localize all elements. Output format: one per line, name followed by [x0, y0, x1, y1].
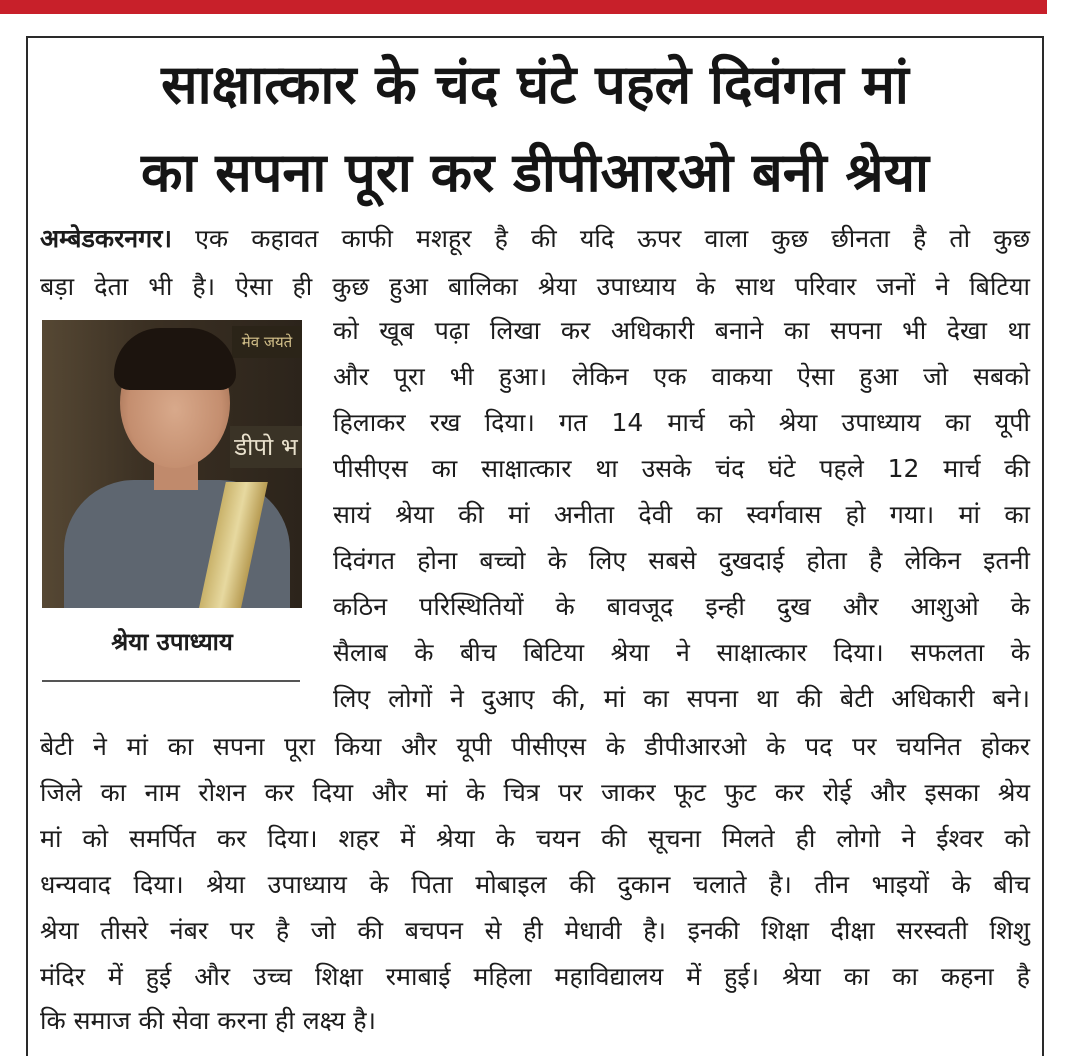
body-line-6: पीसीएस का साक्षात्कार था उसके चंद घंटे पहले 12 मार्च की — [333, 454, 1030, 483]
body-line-18: कि समाज की सेवा करना ही लक्ष्य है। — [40, 1006, 376, 1035]
body-line-5: हिलाकर रख दिया। गत 14 मार्च को श्रेया उपाध्याय का यूपी — [333, 408, 1030, 437]
body-line-17: मंदिर में हुई और उच्च शिक्षा रमाबाई महिला महाविद्यालय में हुई। श्रेया का का कहना है — [40, 962, 1030, 991]
body-line-8: दिवंगत होना बच्चो के लिए सबसे दुखदाई होता है लेकिन इतनी — [333, 546, 1030, 575]
photo-caption: श्रेया उपाध्याय — [111, 628, 233, 656]
caption-rule — [42, 680, 300, 682]
headline-line-1: साक्षात्कार के चंद घंटे पहले दिवंगत मां — [161, 53, 909, 116]
body-line-3: को खूब पढ़ा लिखा कर अधिकारी बनाने का सपना भी देखा था — [333, 316, 1030, 345]
body-line-9: कठिन परिस्थितियों के बावजूद इन्ही दुख और आशुओ के — [333, 592, 1030, 621]
dateline: अम्बेडकरनगर। — [40, 224, 172, 253]
body-line-1-text: एक कहावत काफी मशहूर है की यदि ऊपर वाला कुछ छीनता है तो कुछ — [171, 224, 1030, 253]
body-line-13: जिले का नाम रोशन कर दिया और मां के चित्र पर जाकर फूट फुट कर रोई और इसका श्रेय — [40, 778, 1030, 807]
body-line-1 — [40, 222, 1030, 256]
body-line-2: बड़ा देता भी है। ऐसा ही कुछ हुआ बालिका श्रेया उपाध्याय के साथ परिवार जनों ने बिटिया — [40, 272, 1030, 301]
body-line-7: सायं श्रेया की मां अनीता देवी का स्वर्गवास हो गया। मां का — [333, 500, 1030, 529]
body-line-12: बेटी ने मां का सपना पूरा किया और यूपी पीसीएस के डीपीआरओ के पद पर चयनित होकर — [40, 732, 1030, 761]
body-line-10: सैलाब के बीच बिटिया श्रेया ने साक्षात्कार दिया। सफलता के — [333, 638, 1030, 667]
body-line-4: और पूरा भी हुआ। लेकिन एक वाकया ऐसा हुआ जो सबको — [333, 362, 1030, 391]
body-line-15: धन्यवाद दिया। श्रेया उपाध्याय के पिता मोबाइल की दुकान चलाते है। तीन भाइयों के बीच — [40, 870, 1030, 899]
background-sign-middle: डीपो भ — [230, 426, 302, 468]
headline-line-2: का सपना पूरा कर डीपीआरओ बनी श्रेया — [140, 141, 930, 204]
body-line-11: लिए लोगों ने दुआए की, मां का सपना था की बेटी अधिकारी बने। — [333, 684, 1030, 713]
background-sign-top: मेव जयते — [232, 326, 302, 358]
body-line-16: श्रेया तीसरे नंबर पर है जो की बचपन से ही मेधावी है। इनकी शिक्षा दीक्षा सरस्वती शिशु — [40, 916, 1030, 945]
top-color-bar — [0, 0, 1047, 14]
portrait-photo — [42, 320, 302, 608]
body-line-14: मां को समर्पित कर दिया। शहर में श्रेया के चयन की सूचना मिलते ही लोगो ने ईश्वर को — [40, 824, 1030, 853]
